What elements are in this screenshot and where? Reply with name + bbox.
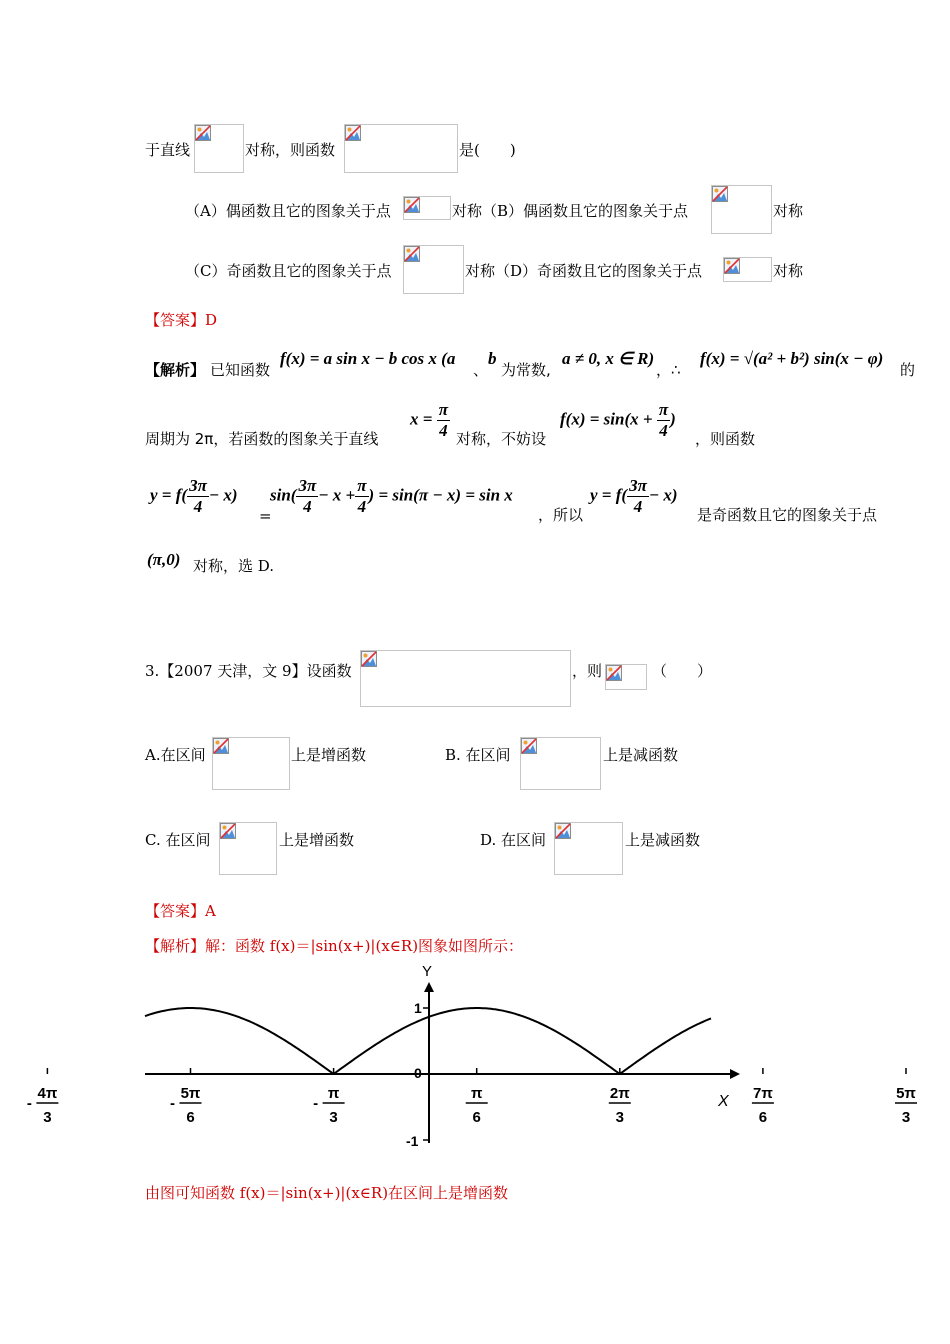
x-tick-num: 5π [180, 1085, 201, 1102]
q2-formula-f: f(x) = a sin x − b cos x (a [280, 349, 456, 368]
x-tick-sign: - [26, 1095, 32, 1112]
y-tick-0: 0 [414, 1065, 422, 1081]
x-tick-den: 6 [472, 1109, 481, 1126]
q2-then-text: ，则函数 [695, 430, 756, 448]
q2-point: (π,0) [147, 550, 181, 569]
x-axis-label: X [718, 1093, 729, 1110]
q2-odd-text: 是奇函数且它的图象关于点 [697, 506, 878, 524]
q3-option-a-end: 上是增函数 [291, 746, 367, 764]
q2-de: 的 [900, 361, 916, 379]
x-tick-6 [752, 1068, 774, 1126]
x-tick-num: 5π [896, 1085, 916, 1102]
broken-image-icon [712, 186, 728, 202]
image-placeholder [403, 196, 451, 220]
y-axis-label: Y [422, 963, 433, 980]
q3-option-c-end: 上是增函数 [279, 831, 355, 849]
y-axis-arrow-icon [424, 982, 434, 992]
q2-option-a: （A）偶函数且它的图象关于点 [185, 202, 391, 220]
q2-option-b: 对称（B）偶函数且它的图象关于点 [452, 202, 689, 220]
q2-option-b-end: 对称 [773, 202, 804, 220]
image-placeholder [344, 124, 458, 173]
q2-stem-c: 是( ) [459, 141, 516, 159]
x-tick-num: π [327, 1085, 340, 1102]
image-placeholder [219, 822, 277, 875]
q2-answer: 【答案】D [145, 311, 218, 329]
x-axis-arrow-icon [730, 1069, 740, 1079]
x-tick-den: 6 [186, 1109, 195, 1126]
y-tick-1: 1 [414, 1000, 422, 1016]
broken-image-icon [404, 197, 420, 213]
q2-assume-text: 对称，不妨设 [456, 430, 547, 448]
q2-y-formula-2: y = f( $\frac{3\pi}{4}$ − x) [590, 476, 678, 516]
x-tick-num: 7π [752, 1085, 773, 1102]
q2-formula-amplitude: f(x) = √(a² + b²) sin(x − φ) [700, 349, 884, 368]
image-placeholder [212, 737, 290, 790]
q2-option-d-end: 对称 [773, 262, 804, 280]
q3-option-b-end: 上是减函数 [603, 746, 679, 764]
q2-const: 为常数, [501, 361, 551, 379]
broken-image-icon [555, 823, 571, 839]
q3-conclusion: 由图可知函数 f(x)＝|sin(x+)|(x∈R)在区间上是增函数 [145, 1184, 509, 1202]
broken-image-icon [404, 246, 420, 262]
x-tick-labels [0, 1068, 917, 1126]
q2-period-text: 周期为 2π，若函数的图象关于直线 [145, 430, 379, 448]
image-placeholder [403, 245, 464, 294]
q2-condition: a ≠ 0, x ∈ R) [562, 349, 655, 368]
x-tick-4 [466, 1068, 488, 1126]
q2-analysis-intro: 已知函数 [210, 361, 271, 379]
x-tick-den: 3 [901, 1109, 911, 1126]
x-tick-den: 3 [615, 1109, 624, 1126]
broken-image-icon [606, 665, 622, 681]
q3-option-b: B. 在区间 [445, 746, 511, 764]
q2-assume-formula: f(x) = sin(x + $\frac{\pi}{4}$ ) [560, 400, 676, 440]
image-placeholder [711, 185, 772, 234]
q3-stem-paren: （ ） [652, 662, 713, 680]
q2-option-d: 对称（D）奇函数且它的图象关于点 [465, 262, 703, 280]
q3-stem: 3.【2007 天津，文 9】设函数 [145, 662, 352, 680]
x-tick-2 [170, 1068, 202, 1126]
broken-image-icon [195, 125, 211, 141]
sine-abs-graph [26, 960, 916, 1160]
q2-so: ，所以 [538, 506, 584, 524]
q2-stem-a: 于直线 [145, 141, 191, 159]
y-tick-neg1: -1 [406, 1133, 419, 1149]
image-placeholder [194, 124, 244, 173]
q2-sep: 、 [473, 361, 489, 379]
broken-image-icon [724, 258, 740, 274]
q2-b: b [488, 349, 497, 368]
q2-choose-d: 对称，选 D. [193, 557, 275, 575]
q3-stem-then: ，则 [572, 662, 603, 680]
x-tick-den: 3 [43, 1109, 52, 1126]
q2-stem-b: 对称，则函数 [245, 141, 336, 159]
broken-image-icon [345, 125, 361, 141]
q2-option-c: （C）奇函数且它的图象关于点 [185, 262, 392, 280]
q2-analysis-label: 【解析】 [145, 361, 206, 379]
q2-sin-simplify: sin( $\frac{3\pi}{4}$ − x + $\frac{\pi}{4}$ ) = sin(π − x) = sin x [270, 476, 513, 516]
broken-image-icon [213, 738, 229, 754]
q3-option-d: D. 在区间 [480, 831, 547, 849]
q3-analysis: 【解析】解：函数 f(x)＝|sin(x+)|(x∈R)图象如图所示： [145, 937, 524, 955]
q3-option-c: C. 在区间 [145, 831, 211, 849]
x-tick-3 [313, 1068, 345, 1126]
x-tick-1 [27, 1068, 59, 1126]
q2-line-x: x = $\frac{\pi}{4}$ [410, 400, 448, 440]
x-tick-sign: - [170, 1095, 176, 1112]
q2-y-formula: y = f( $\frac{3\pi}{4}$ − x) [150, 476, 238, 516]
image-placeholder [723, 257, 772, 282]
q3-option-d-end: 上是减函数 [625, 831, 701, 849]
x-tick-sign: - [313, 1095, 319, 1112]
x-tick-num: π [470, 1085, 483, 1102]
q2-therefore: ，∴ [656, 361, 681, 379]
q2-equals: = [259, 507, 272, 525]
q3-answer: 【答案】A [145, 902, 216, 920]
broken-image-icon [361, 651, 377, 667]
x-tick-den: 6 [758, 1109, 768, 1126]
x-tick-den: 3 [329, 1109, 338, 1126]
x-tick-7 [895, 1068, 917, 1126]
x-tick-5 [609, 1068, 631, 1126]
image-placeholder [360, 650, 571, 707]
image-placeholder [520, 737, 601, 790]
x-tick-num: 2π [609, 1085, 630, 1102]
broken-image-icon [521, 738, 537, 754]
x-tick-num: 4π [37, 1085, 58, 1102]
q3-option-a: A.在区间 [145, 746, 206, 764]
broken-image-icon [220, 823, 236, 839]
image-placeholder [605, 664, 647, 690]
image-placeholder [554, 822, 623, 875]
